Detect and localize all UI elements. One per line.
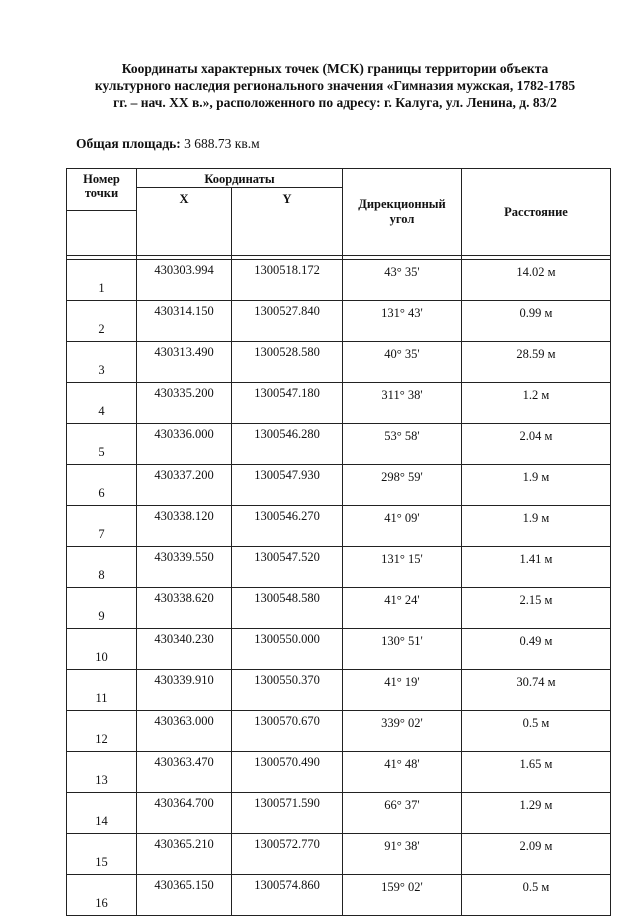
x-coordinate-cell: 430314.150	[137, 301, 232, 342]
x-coordinate-cell: 430363.000	[137, 711, 232, 752]
y-coordinate-cell: 1300572.770	[232, 834, 343, 875]
header-x: X	[137, 188, 232, 256]
table-row	[67, 465, 611, 506]
x-coordinate-cell: 430364.700	[137, 793, 232, 834]
distance-cell: 1.9 м	[462, 465, 611, 506]
distance-cell: 2.15 м	[462, 588, 611, 629]
header-distance: Расстояние	[462, 169, 611, 256]
distance-cell: 0.49 м	[462, 629, 611, 670]
point-number-cell: 10	[67, 629, 137, 670]
x-coordinate-cell: 430363.470	[137, 752, 232, 793]
y-coordinate-cell: 1300547.180	[232, 383, 343, 424]
coordinates-table	[66, 168, 611, 916]
direction-angle-cell: 339° 02'	[343, 711, 462, 752]
distance-cell: 0.5 м	[462, 711, 611, 752]
table-row	[67, 670, 611, 711]
point-number-cell: 4	[67, 383, 137, 424]
y-coordinate-cell: 1300571.590	[232, 793, 343, 834]
point-number-cell: 11	[67, 670, 137, 711]
x-coordinate-cell: 430339.910	[137, 670, 232, 711]
point-number-cell: 5	[67, 424, 137, 465]
y-coordinate-cell: 1300547.520	[232, 547, 343, 588]
direction-angle-cell: 41° 48'	[343, 752, 462, 793]
y-coordinate-cell: 1300546.270	[232, 506, 343, 547]
table-row	[67, 711, 611, 752]
x-coordinate-cell: 430313.490	[137, 342, 232, 383]
direction-angle-cell: 40° 35'	[343, 342, 462, 383]
header-point-number	[67, 169, 137, 211]
y-coordinate-cell: 1300550.000	[232, 629, 343, 670]
y-coordinate-cell: 1300548.580	[232, 588, 343, 629]
table-row	[67, 383, 611, 424]
distance-cell: 0.99 м	[462, 301, 611, 342]
header-direction-angle	[343, 169, 462, 256]
distance-cell: 2.09 м	[462, 834, 611, 875]
point-number-cell: 16	[67, 875, 137, 916]
y-coordinate-cell: 1300574.860	[232, 875, 343, 916]
direction-angle-cell: 298° 59'	[343, 465, 462, 506]
x-coordinate-cell: 430303.994	[137, 260, 232, 301]
y-coordinate-cell: 1300527.840	[232, 301, 343, 342]
table-row	[67, 342, 611, 383]
y-coordinate-cell: 1300528.580	[232, 342, 343, 383]
table-row	[67, 301, 611, 342]
table-row	[67, 629, 611, 670]
table-row	[67, 793, 611, 834]
direction-angle-cell: 66° 37'	[343, 793, 462, 834]
distance-cell: 28.59 м	[462, 342, 611, 383]
point-number-cell: 1	[67, 260, 137, 301]
x-coordinate-cell: 430365.150	[137, 875, 232, 916]
title-line: Координаты характерных точек (МСК) границы территории объекта	[121, 61, 549, 76]
table-row	[67, 506, 611, 547]
direction-angle-cell: 159° 02'	[343, 875, 462, 916]
table-body	[67, 260, 611, 916]
header-point-number-label: Номер точки	[83, 172, 120, 200]
distance-cell: 1.2 м	[462, 383, 611, 424]
x-coordinate-cell: 430338.120	[137, 506, 232, 547]
direction-angle-cell: 91° 38'	[343, 834, 462, 875]
direction-angle-cell: 130° 51'	[343, 629, 462, 670]
x-coordinate-cell: 430365.210	[137, 834, 232, 875]
point-number-cell: 3	[67, 342, 137, 383]
total-area-label: Общая площадь:	[76, 136, 181, 151]
direction-angle-cell: 41° 09'	[343, 506, 462, 547]
point-number-cell: 8	[67, 547, 137, 588]
table-row	[67, 875, 611, 916]
point-number-cell: 2	[67, 301, 137, 342]
distance-cell: 1.29 м	[462, 793, 611, 834]
distance-cell: 14.02 м	[462, 260, 611, 301]
title-line: гг. – нач. XX в.», расположенного по адресу: г. Калуга, ул. Ленина, д. 83/2	[113, 95, 557, 110]
direction-angle-cell: 41° 19'	[343, 670, 462, 711]
direction-angle-cell: 41° 24'	[343, 588, 462, 629]
distance-cell: 1.65 м	[462, 752, 611, 793]
direction-angle-cell: 131° 43'	[343, 301, 462, 342]
total-area	[76, 136, 260, 152]
point-number-cell: 6	[67, 465, 137, 506]
x-coordinate-cell: 430337.200	[137, 465, 232, 506]
point-number-cell: 14	[67, 793, 137, 834]
point-number-cell: 12	[67, 711, 137, 752]
table-row	[67, 834, 611, 875]
document-title	[70, 60, 600, 111]
y-coordinate-cell: 1300550.370	[232, 670, 343, 711]
direction-angle-cell: 43° 35'	[343, 260, 462, 301]
distance-cell: 0.5 м	[462, 875, 611, 916]
direction-angle-cell: 131° 15'	[343, 547, 462, 588]
table-row	[67, 588, 611, 629]
title-line: культурного наследия регионального значения «Гимназия мужская, 1782-1785	[94, 78, 576, 93]
x-coordinate-cell: 430336.000	[137, 424, 232, 465]
distance-cell: 1.9 м	[462, 506, 611, 547]
y-coordinate-cell: 1300570.670	[232, 711, 343, 752]
header-coordinates: Координаты	[137, 169, 343, 188]
header-y: Y	[232, 188, 343, 256]
y-coordinate-cell: 1300546.280	[232, 424, 343, 465]
table-row	[67, 424, 611, 465]
y-coordinate-cell: 1300518.172	[232, 260, 343, 301]
table-row	[67, 752, 611, 793]
direction-angle-cell: 311° 38'	[343, 383, 462, 424]
table-row	[67, 260, 611, 301]
table-row	[67, 547, 611, 588]
point-number-cell: 9	[67, 588, 137, 629]
y-coordinate-cell: 1300570.490	[232, 752, 343, 793]
header-point-number-spacer	[67, 211, 137, 256]
point-number-cell: 13	[67, 752, 137, 793]
header-direction-angle-label: Дирекционный угол	[358, 197, 446, 226]
direction-angle-cell: 53° 58'	[343, 424, 462, 465]
distance-cell: 2.04 м	[462, 424, 611, 465]
distance-cell: 30.74 м	[462, 670, 611, 711]
x-coordinate-cell: 430338.620	[137, 588, 232, 629]
total-area-value: 3 688.73 кв.м	[184, 136, 260, 151]
point-number-cell: 7	[67, 506, 137, 547]
distance-cell: 1.41 м	[462, 547, 611, 588]
x-coordinate-cell: 430339.550	[137, 547, 232, 588]
x-coordinate-cell: 430340.230	[137, 629, 232, 670]
x-coordinate-cell: 430335.200	[137, 383, 232, 424]
y-coordinate-cell: 1300547.930	[232, 465, 343, 506]
point-number-cell: 15	[67, 834, 137, 875]
